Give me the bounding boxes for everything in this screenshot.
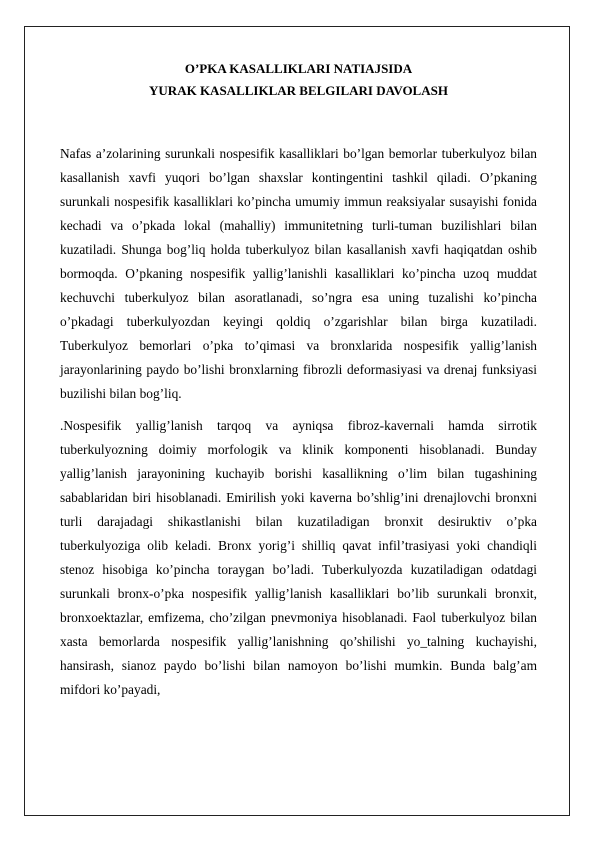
- title-line-1: O’PKA KASALLIKLARI NATIAJSIDA: [184, 61, 413, 76]
- document-title: [60, 58, 537, 102]
- paragraph-2: .Nospesifik yallig’lanish tarqoq va ayniqsa fibroz-kavernali hamda sirrotik tuberkulyozning doimiy morfologik va klinik komponenti hisoblanadi. Bunday yallig’lanish jarayonining kuchayib borishi kasallikning o’lim bilan tugashining sabablaridan biri hisoblanadi. Emirilish yoki kaverna bo’shlig’ini drenajlovchi bronxni turli darajadagi shikastlanishi bilan kuzatiladigan bronxit desiruktiv o’pka tuberkulyoziga olib keladi. Bronx yorig’i shilliq qavat infil’trasiyasi yoki chandiqli stenoz hisobiga ko’pincha toraygan bo’ladi. Tuberkulyozda kuzatiladigan odatdagi surunkali bronx-o’pka nospesifik yallig’lanish kasalliklari bo’lib surunkali bronxit, bronxoektazlar, emfizema, cho’zilgan pnevmoniya hisoblanadi. Faol tuberkulyoz bilan xasta bemorlarda nospesifik yallig’lanishning qo’shilishi yo_talning kuchayishi, hansirash, sianoz paydo bo’lishi bilan namoyon bo’lishi mumkin. Bunda balg’am mifdori ko’payadi,: [60, 418, 537, 697]
- title-line-2: YURAK KASALLIKLAR BELGILARI DAVOLASH: [149, 83, 448, 98]
- paragraph-1: Nafas a’zolarining surunkali nospesifik kasalliklari bo’lgan bemorlar tuberkulyoz bilan kasallanish xavfi yuqori bo’lgan shaxslar kontingentini tashkil qiladi. O’pkaning surunkali nospesifik kasalliklari ko’pincha umumiy immun reaksiyalar susayishi fonida kechadi va o’pkada lokal (mahalliy) immunitetning turli-tuman buzilishlari bilan kuzatiladi. Shunga bog’liq holda tuberkulyoz bilan kasallanish xavfi haqiqatdan oshib bormoqda. O’pkaning nospesifik yallig’lanishli kasalliklari ko’pincha uzoq muddat kechuvchi tuberkulyoz bilan asoratlanadi, so’ngra esa uning tuzalishi ko’pincha o’pkadagi tuberkulyozdan keyingi qoldiq o’zgarishlar bilan birga kuzatiladi. Tuberkulyoz bemorlari o’pka to’qimasi va bronxlarida nospesifik yallig’lanish jarayonlarining paydo bo’lishi bronxlarning fibrozli deformasiyasi va drenaj funksiyasi buzilishi bilan bog’liq.: [60, 146, 537, 401]
- document-body: [60, 58, 537, 702]
